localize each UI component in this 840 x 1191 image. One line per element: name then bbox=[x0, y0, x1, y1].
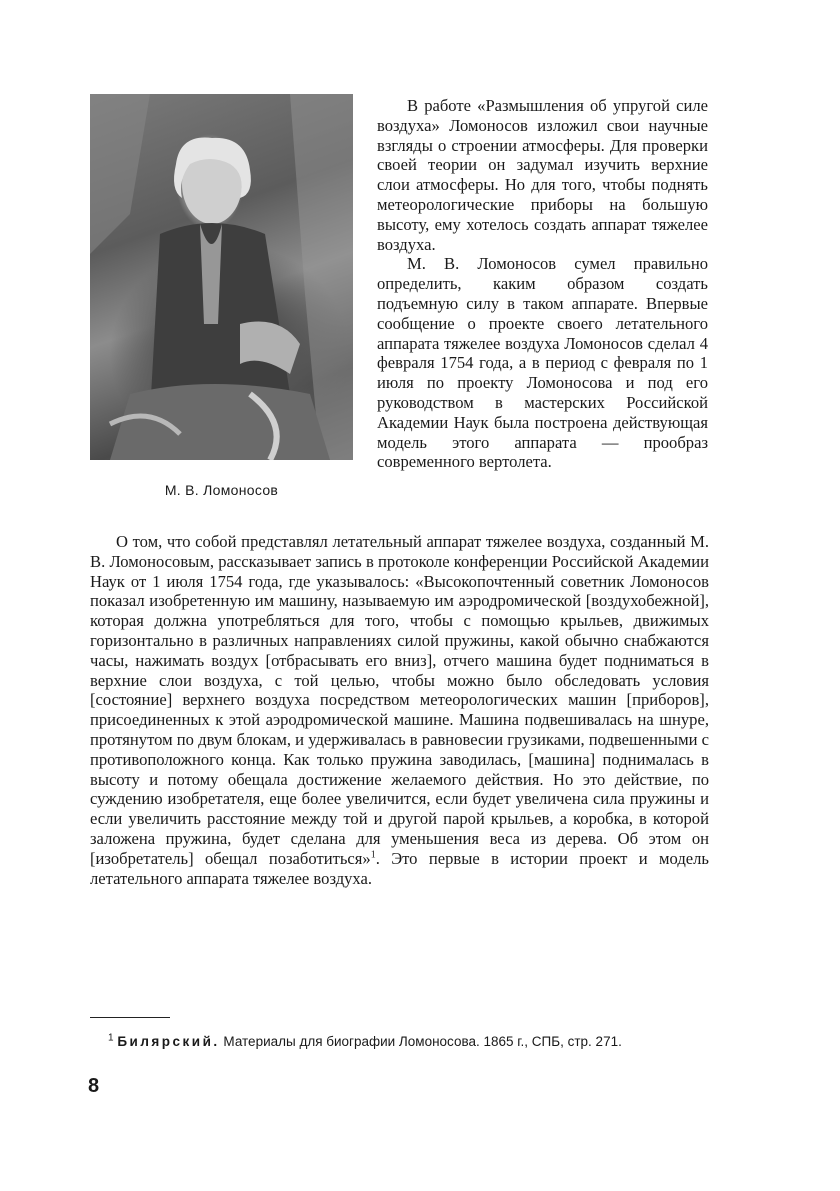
footnote-author: Билярский. bbox=[117, 1034, 220, 1049]
footnote-number: 1 bbox=[108, 1032, 114, 1044]
main-text bbox=[90, 532, 709, 888]
footnote-ref[interactable]: 1 bbox=[370, 849, 376, 861]
footnote bbox=[90, 1033, 709, 1050]
paragraph: М. В. Ломоносов сумел правильно определить, каким образом создать подъемную силу в таком аппарате. Впервые сообщение о проекте своего летательного аппарата тяжелее воздуха Ломоносов сделал 4 февраля 1754 года, а в период с февраля по 1 июля по проекту Ломоносова и под его руководством в мастерских Российской Академии Наук была построена действующая модель этого аппарата — прообраз современного вертолета. bbox=[377, 254, 708, 472]
footnote-text: Материалы для биографии Ломоносова. 1865 г., СПБ, стр. 271. bbox=[223, 1034, 622, 1049]
page-number: 8 bbox=[88, 1075, 100, 1097]
right-column bbox=[377, 96, 708, 472]
quote-text: О том, что собой представлял летательный аппарат тяжелее воздуха, созданный М. В. Ломоносовым, рассказывает запись в протоколе конференции Российской Академии Наук от 1 июля 1754 года, где указывалось: «Высокопочтенный советник Ломоносов показал изобретенную им машину, называемую им аэродромической [воздухобежной], которая должна употребляться для того, чтобы с помощью крыльев, движимых горизонтально в различных направлениях силой пружины, какой обычно снабжаются часы, нажимать воздух [отбрасывать его вниз], отчего машина будет подниматься в верхние слои воздуха, с той целью, чтобы можно было обследовать условия [состояние] верхнего воздуха посредством метеорологических машин [приборов], присоединенных к этой аэродромической машине. Машина подвешивалась на шнуре, протянутом по двум блокам, и удерживалась в равновесии грузиками, подвешенными с противоположного конца. Как только пружина заводилась, [машина] поднималась в высоту и потому обещала достижение желаемого действия. Но это действие, по суждению изобретателя, еще более увеличится, если будет увеличена сила пружины и если увеличить расстояние между той и другой парой крыльев, а коробка, в которой заложена пружина, будет сделана для уменьшения веса из дерева. Об этом он [изобретатель] обещал позаботиться» bbox=[90, 532, 709, 868]
portrait-engraving bbox=[90, 94, 353, 460]
figure-caption: М. В. Ломоносов bbox=[164, 482, 279, 498]
paragraph bbox=[90, 532, 709, 888]
paragraph-tail: . Это первые в истории проект и модель летательного аппарата тяжелее воздуха. bbox=[90, 848, 709, 888]
footnote-divider bbox=[90, 1017, 170, 1018]
paragraph: В работе «Размышления об упругой силе воздуха» Ломоносов изложил свои научные взгляды о строении атмосферы. Для проверки своей теории он задумал изучить верхние слои атмосферы. Но для того, чтобы поднять метеорологические приборы на большую высоту, ему хотелось создать аппарат тяжелее воздуха. bbox=[377, 96, 708, 254]
portrait-image bbox=[90, 94, 353, 460]
